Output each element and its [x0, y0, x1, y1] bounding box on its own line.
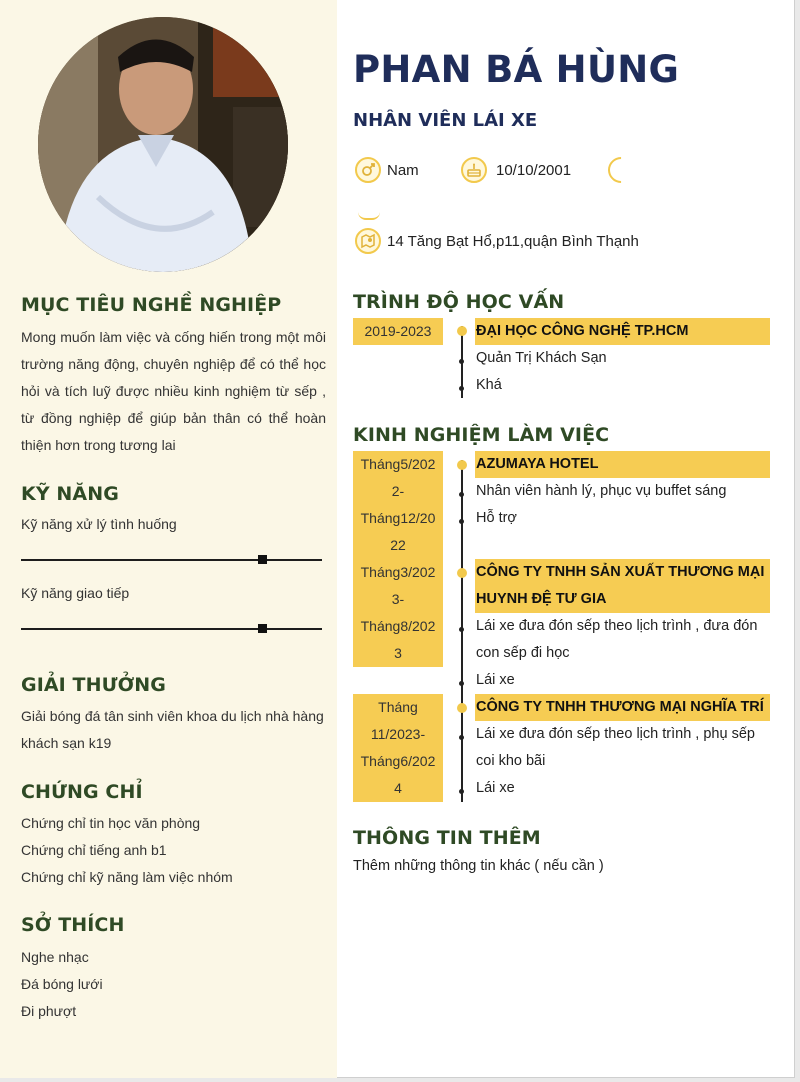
- job-date-line: Tháng3/202: [360, 564, 436, 580]
- certificates-title: CHỨNG CHỈ: [21, 781, 143, 803]
- hobby-item: Đá bóng lưới: [21, 976, 103, 992]
- candidate-name: PHAN BÁ HÙNG: [353, 48, 680, 91]
- job-date-line: Tháng6/202: [360, 753, 436, 769]
- profile-photo: [38, 17, 288, 272]
- skill-label: Kỹ năng xử lý tình huống: [21, 516, 177, 532]
- timeline-bullet: [459, 735, 464, 740]
- company-name: CÔNG TY TNHH SẢN XUẤT THƯƠNG MẠI: [476, 564, 765, 580]
- job-date-line: Tháng8/202: [360, 618, 436, 634]
- job-detail: Lái xe đưa đón sếp theo lịch trình , phụ sếp: [476, 726, 755, 742]
- candidate-role: NHÂN VIÊN LÁI XE: [353, 110, 538, 131]
- timeline-dot: [457, 460, 467, 470]
- education-date: 2019-2023: [353, 318, 443, 345]
- map-icon: [355, 228, 381, 254]
- certificate-item: Chứng chỉ tiếng anh b1: [21, 842, 167, 858]
- timeline-bullet: [459, 519, 464, 524]
- company-name: CÔNG TY TNHH THƯƠNG MẠI NGHĨA TRÍ: [476, 699, 764, 715]
- objective-title: MỤC TIÊU NGHỀ NGHIỆP: [21, 294, 282, 316]
- timeline-dot: [457, 568, 467, 578]
- job-date-line: Tháng: [378, 699, 418, 715]
- skill-level-knob[interactable]: [258, 624, 267, 633]
- job-date-line: 3-: [391, 591, 405, 607]
- sidebar: [0, 0, 337, 1078]
- awards-title: GIẢI THƯỞNG: [21, 674, 166, 696]
- address-text: 14 Tăng Bạt Hổ,p11,quận Bình Thạnh: [387, 233, 639, 250]
- job-detail: Nhân viên hành lý, phục vụ buffet sáng: [476, 483, 727, 499]
- gender-icon: [355, 157, 381, 183]
- timeline-bullet: [459, 386, 464, 391]
- job-detail: Lái xe: [476, 672, 515, 688]
- skill-level-knob[interactable]: [258, 555, 267, 564]
- job-date-line: Tháng12/20: [360, 510, 436, 526]
- timeline-dot: [457, 326, 467, 336]
- skill-label: Kỹ năng giao tiếp: [21, 585, 130, 601]
- hobbies-title: SỞ THÍCH: [21, 914, 125, 936]
- job-detail: Lái xe đưa đón sếp theo lịch trình , đưa đón: [476, 618, 758, 634]
- extra-text: Thêm những thông tin khác ( nếu cần ): [353, 858, 604, 874]
- timeline-bullet: [459, 789, 464, 794]
- birthday-text: 10/10/2001: [496, 162, 572, 179]
- school-name: ĐẠI HỌC CÔNG NGHỆ TP.HCM: [476, 323, 689, 339]
- hobby-item: Đi phượt: [21, 1003, 77, 1019]
- timeline-bullet: [459, 681, 464, 686]
- company-name: HUYNH ĐỆ TƯ GIA: [476, 591, 607, 607]
- experience-title: KINH NGHIỆM LÀM VIỆC: [353, 424, 610, 446]
- skill-bar: [21, 559, 322, 561]
- job-detail: con sếp đi học: [476, 645, 570, 661]
- gender-text: Nam: [387, 162, 419, 179]
- job-detail: coi kho bãi: [476, 753, 546, 769]
- job-date: [353, 559, 443, 667]
- job-date: [353, 694, 443, 802]
- award-text: Giải bóng đá tân sinh viên khoa du lịch nhà hàng: [21, 708, 324, 724]
- skill-bar: [21, 628, 322, 630]
- timeline-bullet: [459, 359, 464, 364]
- extra-title: THÔNG TIN THÊM: [353, 827, 541, 849]
- education-detail: Khá: [476, 377, 502, 393]
- certificate-item: Chứng chỉ kỹ năng làm việc nhóm: [21, 869, 233, 885]
- award-text: khách sạn k19: [21, 735, 112, 751]
- job-date-line: 22: [390, 537, 406, 553]
- education-title: TRÌNH ĐỘ HỌC VẤN: [353, 291, 565, 313]
- cake-icon: [461, 157, 487, 183]
- objective-text: Mong muốn làm việc và cống hiến trong một môi trường năng động, chuyên nghiệp để có thể học hỏi và tích luỹ được nhiều kinh nghiệm từ sếp , từ đồng nghiệp để giúp bản thân có thể hoàn thiện hơn trong tương lai: [21, 329, 326, 453]
- job-date: [353, 451, 443, 559]
- education-detail: Quản Trị Khách Sạn: [476, 350, 607, 366]
- placeholder-icon: [358, 212, 380, 220]
- skills-title: KỸ NĂNG: [21, 483, 119, 505]
- certificate-item: Chứng chỉ tin học văn phòng: [21, 815, 201, 831]
- job-detail: Lái xe: [476, 780, 515, 796]
- timeline-dot: [457, 703, 467, 713]
- job-date-line: 4: [394, 780, 402, 796]
- job-detail: Hỗ trợ: [476, 510, 517, 526]
- timeline-bullet: [459, 627, 464, 632]
- placeholder-icon: [603, 152, 640, 189]
- timeline-bullet: [459, 492, 464, 497]
- job-date-line: 2-: [391, 483, 405, 499]
- job-date-line: 11/2023-: [370, 726, 426, 742]
- job-date-line: 3: [394, 645, 402, 661]
- hobby-item: Nghe nhạc: [21, 949, 89, 965]
- company-name: AZUMAYA HOTEL: [476, 456, 599, 472]
- job-date-line: Tháng5/202: [360, 456, 436, 472]
